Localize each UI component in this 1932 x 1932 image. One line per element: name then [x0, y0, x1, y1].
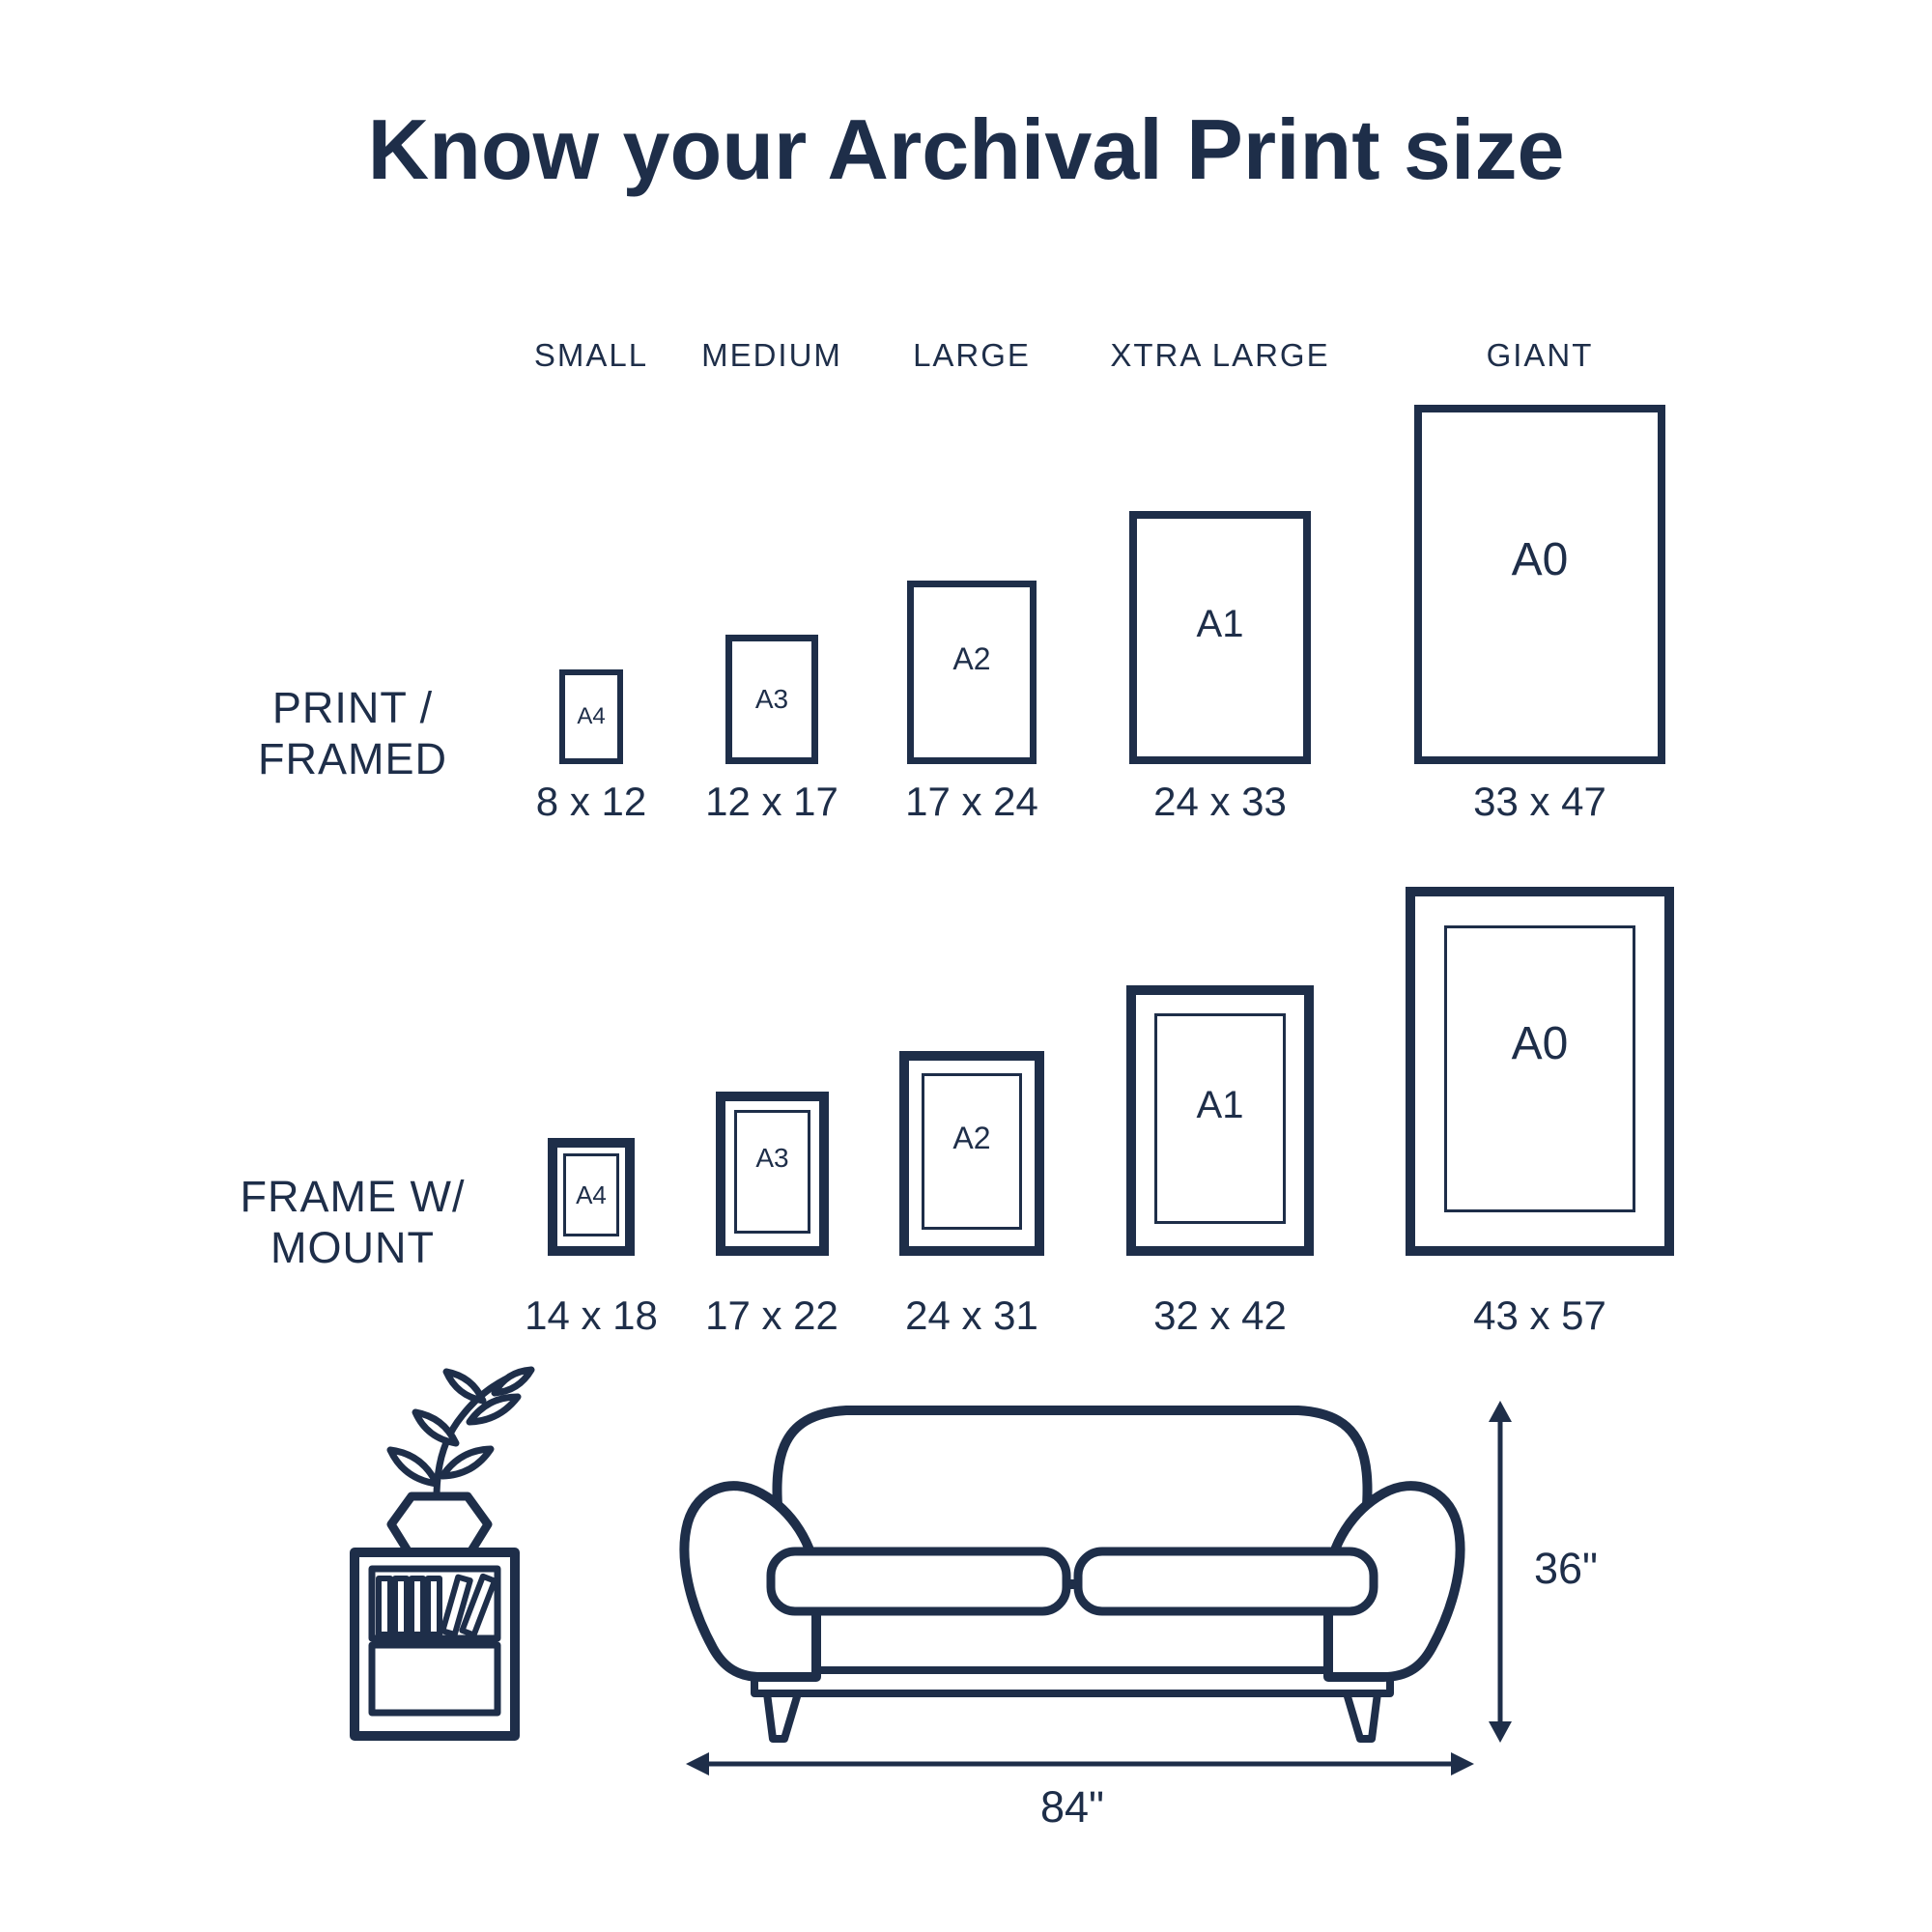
print-size-small: 8 x 12: [535, 779, 647, 824]
paper-label: A1: [1196, 602, 1244, 645]
vase-icon: [391, 1496, 488, 1552]
sofa-leg-left: [767, 1693, 798, 1739]
sofa-leg-right: [1347, 1693, 1378, 1739]
side-table-icon: [355, 1552, 515, 1736]
print-a3: [725, 635, 818, 764]
paper-label: A4: [576, 1179, 607, 1209]
paper-label: A3: [754, 684, 789, 714]
paper-label: A0: [1511, 1018, 1569, 1069]
column-header-xtra-large: XTRA LARGE: [1110, 337, 1330, 373]
frame-size-xtra-large: 32 x 42: [1153, 1293, 1287, 1338]
mount-opening: [1444, 925, 1635, 1212]
row-label-line1: PRINT /: [271, 683, 434, 732]
row-label-line2: FRAMED: [258, 734, 447, 783]
frame-a4: [548, 1138, 635, 1256]
frame-a2: [899, 1051, 1044, 1256]
paper-label: A2: [952, 640, 991, 676]
sofa-icon: [684, 1410, 1460, 1739]
frame-size-small: 14 x 18: [525, 1293, 658, 1338]
sofa-base-rail: [754, 1670, 1390, 1693]
frame-size-large: 24 x 31: [905, 1293, 1038, 1338]
row-label-frame-mount: [188, 1171, 517, 1273]
print-a4: [559, 669, 623, 764]
frame-size-medium: 17 x 22: [705, 1293, 838, 1338]
frame-a1: [1126, 985, 1314, 1256]
column-header-small: SMALL: [533, 337, 649, 373]
mount-opening: [1154, 1013, 1286, 1224]
room-illustration: [270, 1352, 1662, 1913]
paper-label: A3: [755, 1143, 789, 1173]
sofa-cushion-left: [771, 1551, 1066, 1611]
mount-opening: [563, 1153, 619, 1236]
sofa-cushion-right: [1078, 1551, 1374, 1611]
print-a0: [1414, 405, 1665, 764]
page-title: Know your Archival Print size: [367, 101, 1565, 197]
print-size-xtra-large: 24 x 33: [1153, 779, 1287, 824]
mount-opening: [734, 1110, 810, 1234]
paper-label: A1: [1196, 1083, 1244, 1126]
column-header-giant: GIANT: [1486, 337, 1594, 373]
print-size-medium: 12 x 17: [705, 779, 838, 824]
row-label-line1: FRAME W/: [240, 1172, 466, 1221]
row-label-line2: MOUNT: [270, 1223, 435, 1272]
column-header-large: LARGE: [913, 337, 1031, 373]
paper-label: A2: [952, 1120, 991, 1155]
height-arrow-icon: [1489, 1401, 1512, 1743]
frame-size-giant: 43 x 57: [1473, 1293, 1606, 1338]
books-icon: [379, 1577, 495, 1635]
print-a2: [907, 581, 1037, 764]
print-size-large: 17 x 24: [905, 779, 1038, 824]
row-label-print-framed: [188, 682, 517, 784]
sofa-width-label: 84": [1039, 1782, 1105, 1832]
column-header-medium: MEDIUM: [701, 337, 842, 373]
mount-opening: [922, 1073, 1022, 1230]
frame-a0: [1406, 887, 1674, 1256]
frame-a3: [716, 1092, 829, 1256]
plant-icon: [390, 1370, 531, 1552]
width-arrow-icon: [686, 1752, 1474, 1776]
paper-label: A4: [577, 703, 606, 729]
sofa-height-label: 36": [1534, 1544, 1599, 1593]
print-a1: [1129, 511, 1311, 764]
print-size-giant: 33 x 47: [1473, 779, 1606, 824]
paper-label: A0: [1511, 533, 1569, 585]
